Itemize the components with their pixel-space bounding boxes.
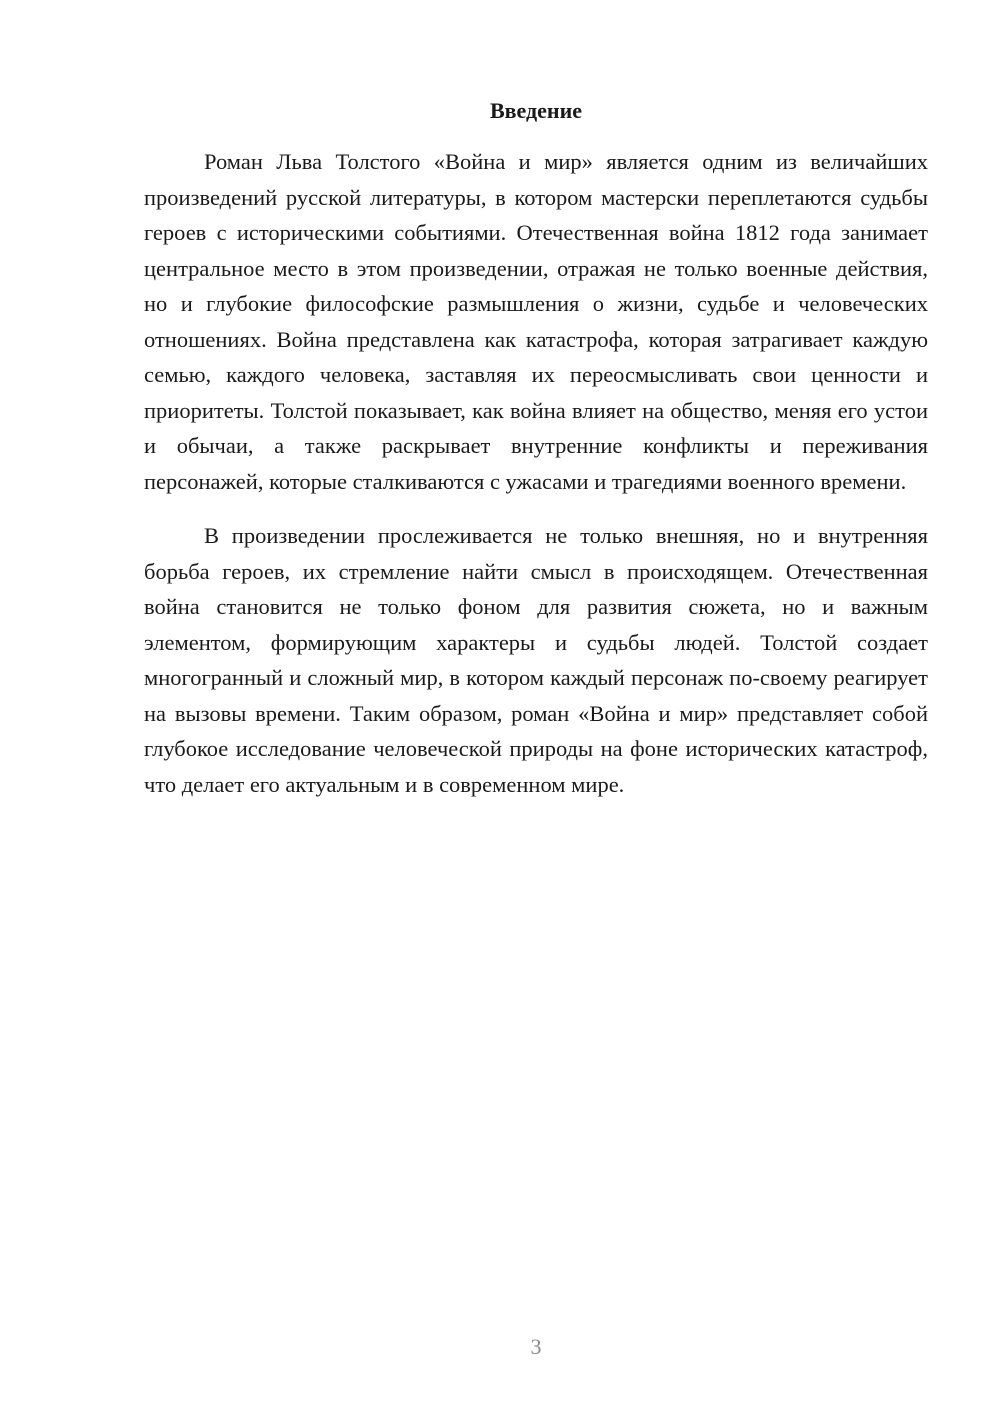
page-number: 3 bbox=[530, 1334, 542, 1359]
section-heading: Введение bbox=[489, 98, 583, 123]
body-text bbox=[144, 144, 928, 802]
paragraph: Роман Льва Толстого «Война и мир» является одним из величайших произведений русской литературы, в котором мастерски переплетаются судьбы героев с историческими событиями. Отечественная война 1812 года занимает центральное место в этом произведении, отражая не только военные действия, но и глубокие философские размышления о жизни, судьбе и человеческих отношениях. Война представлена как катастрофа, которая затрагивает каждую семью, каждого человека, заставляя их переосмысливать свои ценности и приоритеты. Толстой показывает, как война влияет на общество, меняя его устои и обычаи, а также раскрывает внутренние конфликты и переживания персонажей, которые сталкиваются с ужасами и трагедиями военного времени. bbox=[144, 149, 928, 494]
paragraph: В произведении прослеживается не только внешняя, но и внутренняя борьба героев, их стремление найти смысл в происходящем. Отечественная война становится не только фоном для развития сюжета, но и важным элементом, формирующим характеры и судьбы людей. Толстой создает многогранный и сложный мир, в котором каждый персонаж по-своему реагирует на вызовы времени. Таким образом, роман «Война и мир» представляет собой глубокое исследование человеческой природы на фоне исторических катастроф, что делает его актуальным и в современном мире. bbox=[144, 523, 928, 797]
